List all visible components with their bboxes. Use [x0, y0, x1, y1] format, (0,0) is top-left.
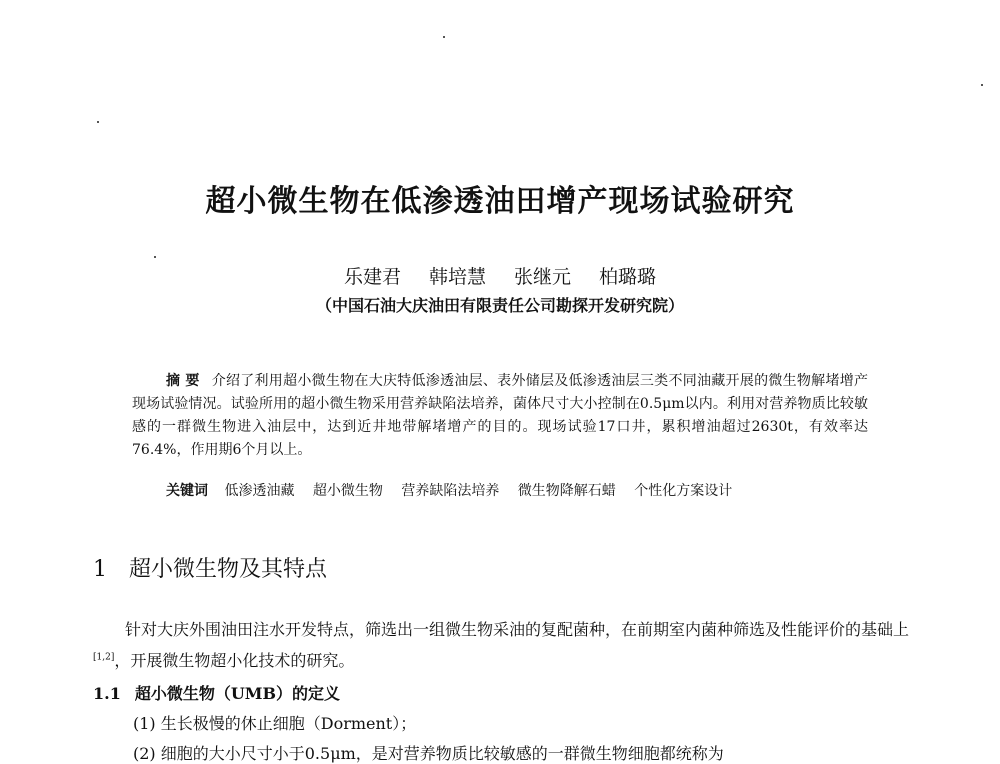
list-item: (1) 生长极慢的休止细胞（Dorment）； [133, 714, 417, 733]
subsection-number: 1.1 [93, 684, 121, 703]
keywords [166, 480, 886, 500]
scan-speck [443, 36, 445, 38]
keyword-item: 个性化方案设计 [634, 483, 733, 499]
keyword-item: 营养缺陷法培养 [401, 483, 500, 499]
list-item: (2) 细胞的大小尺寸小于0.5μm，是对营养物质比较敏感的一群微生物细胞都统称为 [133, 744, 724, 763]
citation: [1,2] [93, 652, 115, 663]
paragraph-text: 针对大庆外围油田注水开发特点，筛选出一组微生物采油的复配菌种，在前期室内菌种筛选及性能评价的基础上 [125, 620, 910, 639]
keyword-item: 超小微生物 [312, 483, 383, 499]
keywords-label: 关键词 [166, 483, 208, 499]
section-heading [93, 552, 327, 583]
abstract-label: 摘 要 [166, 373, 200, 389]
abstract [132, 370, 868, 462]
keyword-item: 微生物降解石蜡 [517, 483, 616, 499]
scan-speck [981, 84, 983, 86]
paragraph-text-continued: ，开展微生物超小化技术的研究。 [114, 651, 355, 670]
body-paragraph [93, 614, 913, 676]
scan-speck [97, 121, 99, 123]
paper-authors: 乐建君 韩培慧 张继元 柏璐璐 [343, 266, 657, 288]
section-number: 1 [93, 557, 107, 582]
subsection-heading [93, 681, 340, 704]
subsection-title: 超小微生物（UMB）的定义 [134, 684, 341, 703]
abstract-text: 介绍了利用超小微生物在大庆特低渗透油层、表外储层及低渗透油层三类不同油藏开展的微生物解堵增产现场试验情况。试验所用的超小微生物采用营养缺陷法培养，菌体尺寸大小控制在0.5μm以内。利用对营养物质比较敏感的一群微生物进入油层中，达到近井地带解堵增产的目的。现场试验17口井，累积增油超过2630t，有效率达76.4%，作用期6个月以上。 [132, 373, 869, 458]
section-title: 超小微生物及其特点 [129, 557, 328, 582]
keyword-item: 低渗透油藏 [224, 483, 295, 499]
paper-title: 超小微生物在低渗透油田增产现场试验研究 [205, 184, 795, 219]
scan-speck [154, 256, 156, 258]
paper-affiliation: （中国石油大庆油田有限责任公司勘探开发研究院） [315, 296, 684, 315]
